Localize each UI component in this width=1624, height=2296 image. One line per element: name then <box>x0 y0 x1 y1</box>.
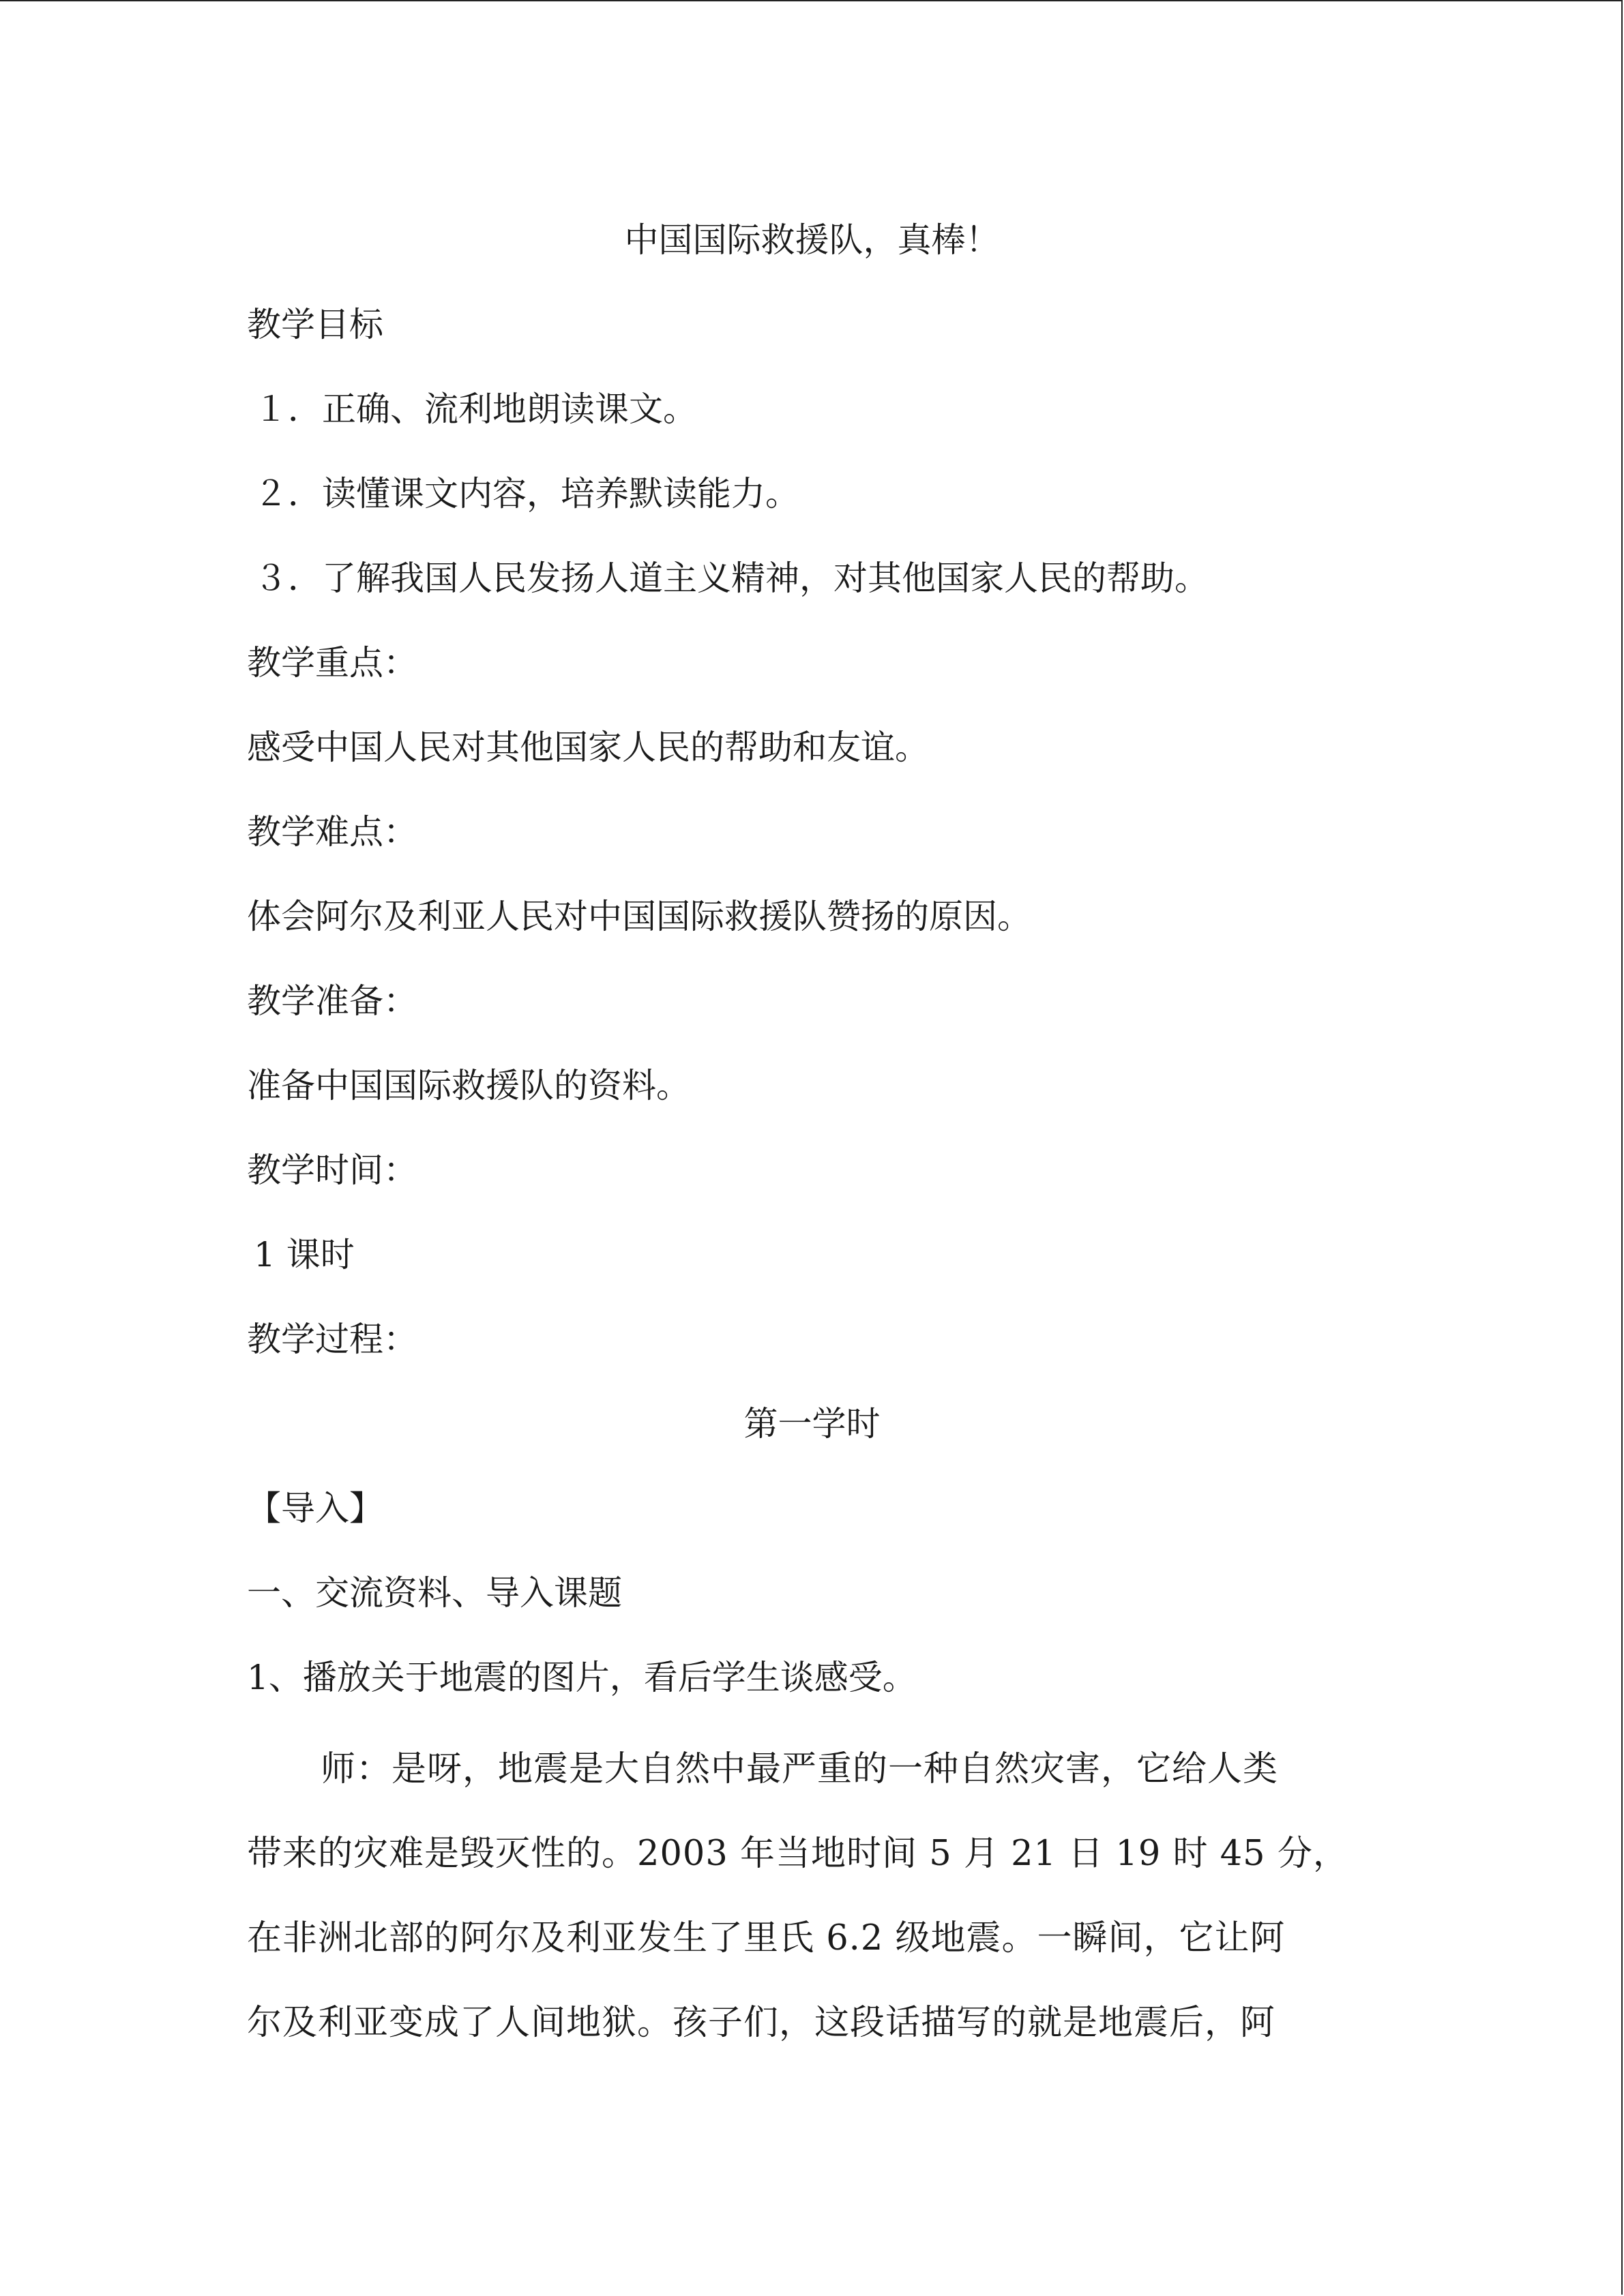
difficulty-text: 体会阿尔及利亚人民对中国国际救援队赞扬的原因。 <box>247 897 1031 936</box>
process-heading: 教学过程： <box>247 1320 417 1359</box>
goal-item-3: ３．了解我国人民发扬人道主义精神，对其他国家人民的帮助。 <box>254 558 1209 598</box>
document-title: 中国国际救援队，真棒！ <box>624 220 1000 260</box>
preparation-heading: 教学准备： <box>247 981 417 1021</box>
paragraph-line-2: 带来的灾难是毁灭性的。2003 年当地时间 5 月 21 日 19 时 45 分， <box>247 1834 1348 1874</box>
goals-heading: 教学目标 <box>247 305 383 344</box>
paragraph-line-4: 尔及利亚变成了人间地狱。孩子们，这段话描写的就是地震后，阿 <box>247 2003 1276 2043</box>
key-points-text: 感受中国人民对其他国家人民的帮助和友谊。 <box>247 728 929 767</box>
section-heading-1: 一、交流资料、导入课题 <box>247 1573 622 1613</box>
paragraph-line-3: 在非洲北部的阿尔及利亚发生了里氏 6.2 级地震。一瞬间，它让阿 <box>247 1918 1286 1958</box>
difficulty-heading: 教学难点： <box>247 812 417 852</box>
key-points-heading: 教学重点： <box>247 643 417 683</box>
paragraph-line-1: 师：是呀，地震是大自然中最严重的一种自然灾害，它给人类 <box>321 1749 1279 1789</box>
preparation-text: 准备中国国际救援队的资料。 <box>247 1066 690 1105</box>
goal-item-2: ２．读懂课文内容，培养默读能力。 <box>254 474 799 513</box>
step-1: 1、播放关于地震的图片，看后学生谈感受。 <box>247 1658 917 1697</box>
time-heading: 教学时间： <box>247 1150 417 1190</box>
lesson-heading: 第一学时 <box>743 1404 881 1444</box>
goal-item-1: １．正确、流利地朗读课文。 <box>254 389 697 429</box>
intro-heading: 【导入】 <box>247 1489 383 1528</box>
time-text: 1 课时 <box>254 1235 355 1274</box>
